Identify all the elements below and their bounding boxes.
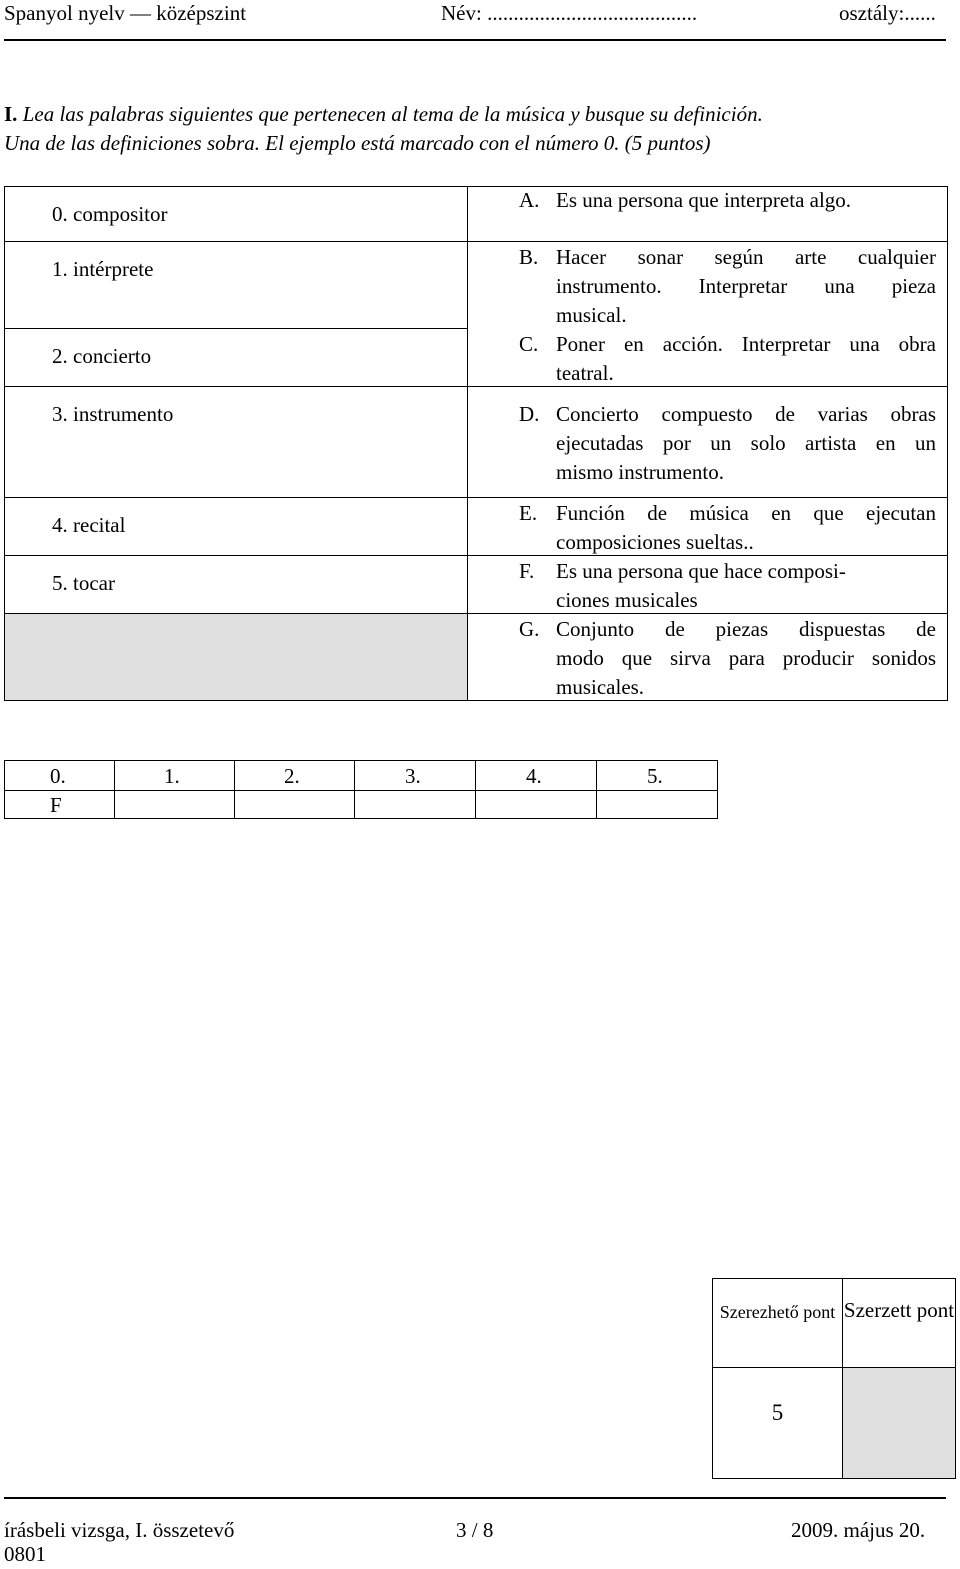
task-instruction-line-2: Una de las definiciones sobra. El ejemplo está marcado con el número 0. (5 puntos) xyxy=(4,131,711,155)
task-instruction-line-1 xyxy=(4,100,763,129)
definition-letter: F. xyxy=(519,559,535,583)
word-item: 1. intérprete xyxy=(52,257,154,281)
task-number: I. xyxy=(4,102,18,126)
footer-date: 2009. május 20. xyxy=(791,1518,926,1542)
word-item: 3. instrumento xyxy=(52,402,174,426)
definition-letter: C. xyxy=(519,332,539,356)
table-shaded-cell xyxy=(5,614,468,700)
answer-header: 4. xyxy=(526,764,542,788)
definition-text: musicales. xyxy=(556,675,645,699)
score-max-label: Szerezhető pont xyxy=(719,1302,836,1322)
footer-exam: írásbeli vizsga, I. összetevő xyxy=(4,1518,235,1542)
header-class-field: osztály:...... xyxy=(839,1,936,25)
word-item: 4. recital xyxy=(52,513,126,537)
task-instruction-text-1: Lea las palabras siguientes que pertenecen al tema de la música y busque su definición. xyxy=(22,102,763,126)
answer-header: 1. xyxy=(164,764,180,788)
score-got-shaded xyxy=(843,1368,955,1478)
definition-text: Concierto compuesto de varias obras xyxy=(556,402,936,426)
score-got-label: Szerzett pont xyxy=(843,1298,955,1322)
definition-text: Hacer sonar según arte cualquier xyxy=(556,245,936,269)
answer-cell: F xyxy=(50,793,62,817)
definition-letter: D. xyxy=(519,402,540,426)
definition-text: Poner en acción. Interpretar una obra xyxy=(556,332,936,356)
definition-text: ejecutadas por un solo artista en un xyxy=(556,431,936,455)
definition-text: Conjunto de piezas dispuestas de xyxy=(556,617,936,641)
header-subject: Spanyol nyelv — középszint xyxy=(4,1,247,25)
footer-page: 3 / 8 xyxy=(456,1518,494,1542)
definition-letter: B. xyxy=(519,245,539,269)
definition-text: instrumento. Interpretar una pieza xyxy=(556,274,936,298)
definition-text: musical. xyxy=(556,303,627,327)
header-rule xyxy=(4,39,946,41)
answer-header: 2. xyxy=(284,764,300,788)
definition-text: modo que sirva para producir sonidos xyxy=(556,646,936,670)
word-item: 5. tocar xyxy=(52,571,115,595)
definition-letter: A. xyxy=(519,188,540,212)
definition-letter: G. xyxy=(519,617,540,641)
word-item: 2. concierto xyxy=(52,344,152,368)
answer-header: 5. xyxy=(647,764,663,788)
definition-text: ciones musicales xyxy=(556,588,698,612)
answer-header: 0. xyxy=(50,764,66,788)
score-max-value: 5 xyxy=(771,1400,784,1425)
footer-rule xyxy=(4,1497,946,1499)
definition-text: mismo instrumento. xyxy=(556,460,724,484)
definition-text: composiciones sueltas.. xyxy=(556,530,754,554)
footer-code: 0801 xyxy=(4,1542,46,1566)
definition-text: Función de música en que ejecutan xyxy=(556,501,936,525)
header-name-field: Név: ........................................ xyxy=(441,1,698,25)
definition-text: Es una persona que hace composi- xyxy=(556,559,846,583)
answer-header: 3. xyxy=(405,764,421,788)
definition-letter: E. xyxy=(519,501,538,525)
word-item: 0. compositor xyxy=(52,202,168,226)
definition-text: teatral. xyxy=(556,361,614,385)
definition-text: Es una persona que interpreta algo. xyxy=(556,188,852,212)
